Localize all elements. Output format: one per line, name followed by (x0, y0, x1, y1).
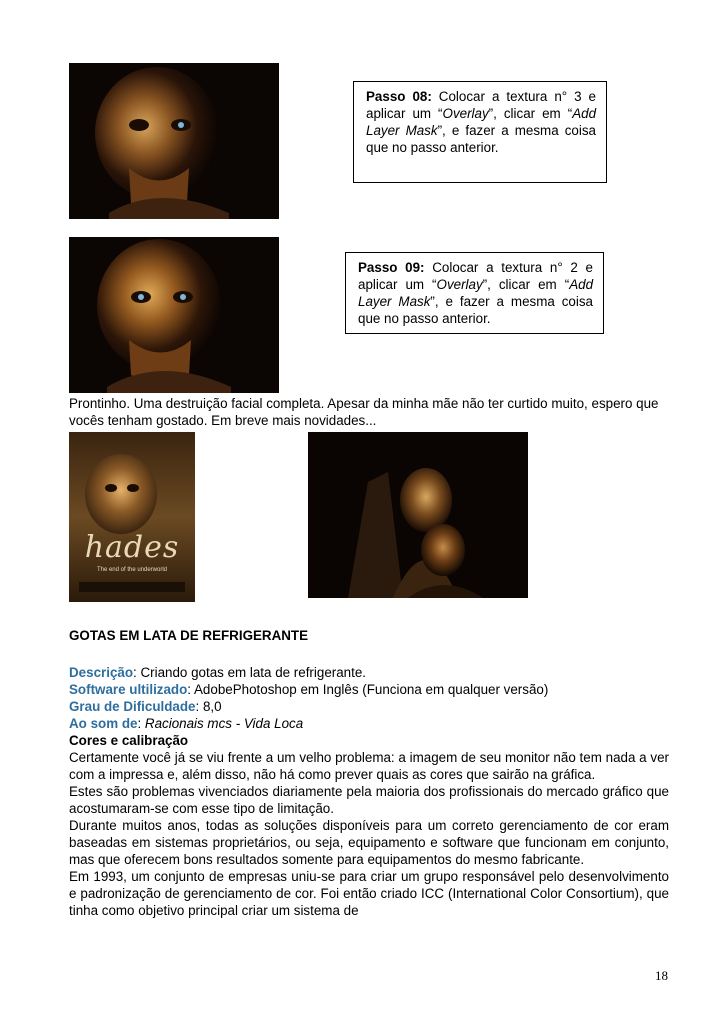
step08-photo (69, 63, 279, 219)
hades-poster (69, 432, 195, 602)
meta-description (69, 664, 669, 681)
meta-software (69, 681, 669, 698)
step09-text-a: Colocar a textura n° 2 e aplicar um “ (358, 260, 593, 292)
step09-italic-a: Overlay (436, 277, 483, 292)
step08-italic-a: Overlay (442, 106, 489, 121)
difficulty-label: Grau de Dificuldade (69, 699, 196, 714)
paragraph-4: Em 1993, um conjunto de empresas uniu-se para criar um grupo responsável pelo desenvolvimento e padronização de gerenciamento de cor. Foi então criado ICC (International Color Consortium), que tinha como objetivo principal criar um sistema de (69, 869, 669, 918)
software-value: : AdobePhotoshop em Inglês (Funciona em qualquer versão) (187, 682, 549, 697)
software-label: Software ultilizado (69, 682, 188, 697)
music-label: Ao som de (69, 716, 138, 731)
step09-text-c: ”, e fazer a mesma coisa que no passo anterior. (358, 294, 593, 326)
step09-text-b: ”, clicar em “ (482, 277, 570, 292)
step08-text-b: ”, clicar em “ (488, 106, 573, 121)
meta-music (69, 715, 669, 732)
step09-photo (69, 237, 279, 393)
poster-title: hades (84, 530, 180, 565)
group-photo (308, 432, 528, 598)
paragraph-3: Durante muitos anos, todas as soluções disponíveis para um correto gerenciamento de cor eram baseadas em sistemas proprietários, ou seja, equipamento e software que funcionam em conjunto, mas que oferecem bons resultados somente para equipamentos do mesmo fabricante. (69, 818, 669, 867)
paragraph-2: Estes são problemas vivenciados diariamente pela maioria dos profissionais do mercado gráfico que acostumaram-se com esse tipo de limitação. (69, 784, 669, 816)
section-heading: GOTAS EM LATA DE REFRIGERANTE (69, 628, 309, 643)
step08-text-c: ”, e fazer a mesma coisa que no passo anterior. (366, 123, 596, 155)
sub-heading: Cores e calibração (69, 733, 189, 748)
step09-italic-b: Add Layer Mask (358, 277, 594, 309)
body-text (69, 749, 669, 919)
step08-italic-b: Add Layer Mask (366, 106, 597, 138)
intro-paragraph: Prontinho. Uma destruição facial completa. Apesar da minha mãe não ter curtido muito, espero que vocês tenham gostado. Em breve mais novidades... (69, 396, 659, 428)
page-number: 18 (655, 968, 668, 983)
description-label: Descrição (69, 665, 134, 680)
music-value: Racionais mcs - Vida Loca (144, 716, 304, 731)
poster-subtitle: The end of the underworld (96, 567, 168, 573)
step08-text-a: Colocar a textura n° 3 e aplicar um “ (366, 89, 597, 121)
paragraph-1: Certamente você já se viu frente a um velho problema: a imagem de seu monitor não tem nada a ver com a impressa e, além disso, não há como prever quais as cores que sairão na gráfica. (69, 750, 669, 782)
step09-label: Passo 09: (358, 260, 425, 275)
music-sep: : (137, 716, 145, 731)
step09-box (345, 252, 604, 334)
step08-box (353, 81, 607, 183)
step08-label: Passo 08: (366, 89, 432, 104)
meta-difficulty (69, 698, 669, 715)
difficulty-value: : 8,0 (195, 699, 222, 714)
description-value: : Criando gotas em lata de refrigerante. (133, 665, 367, 680)
